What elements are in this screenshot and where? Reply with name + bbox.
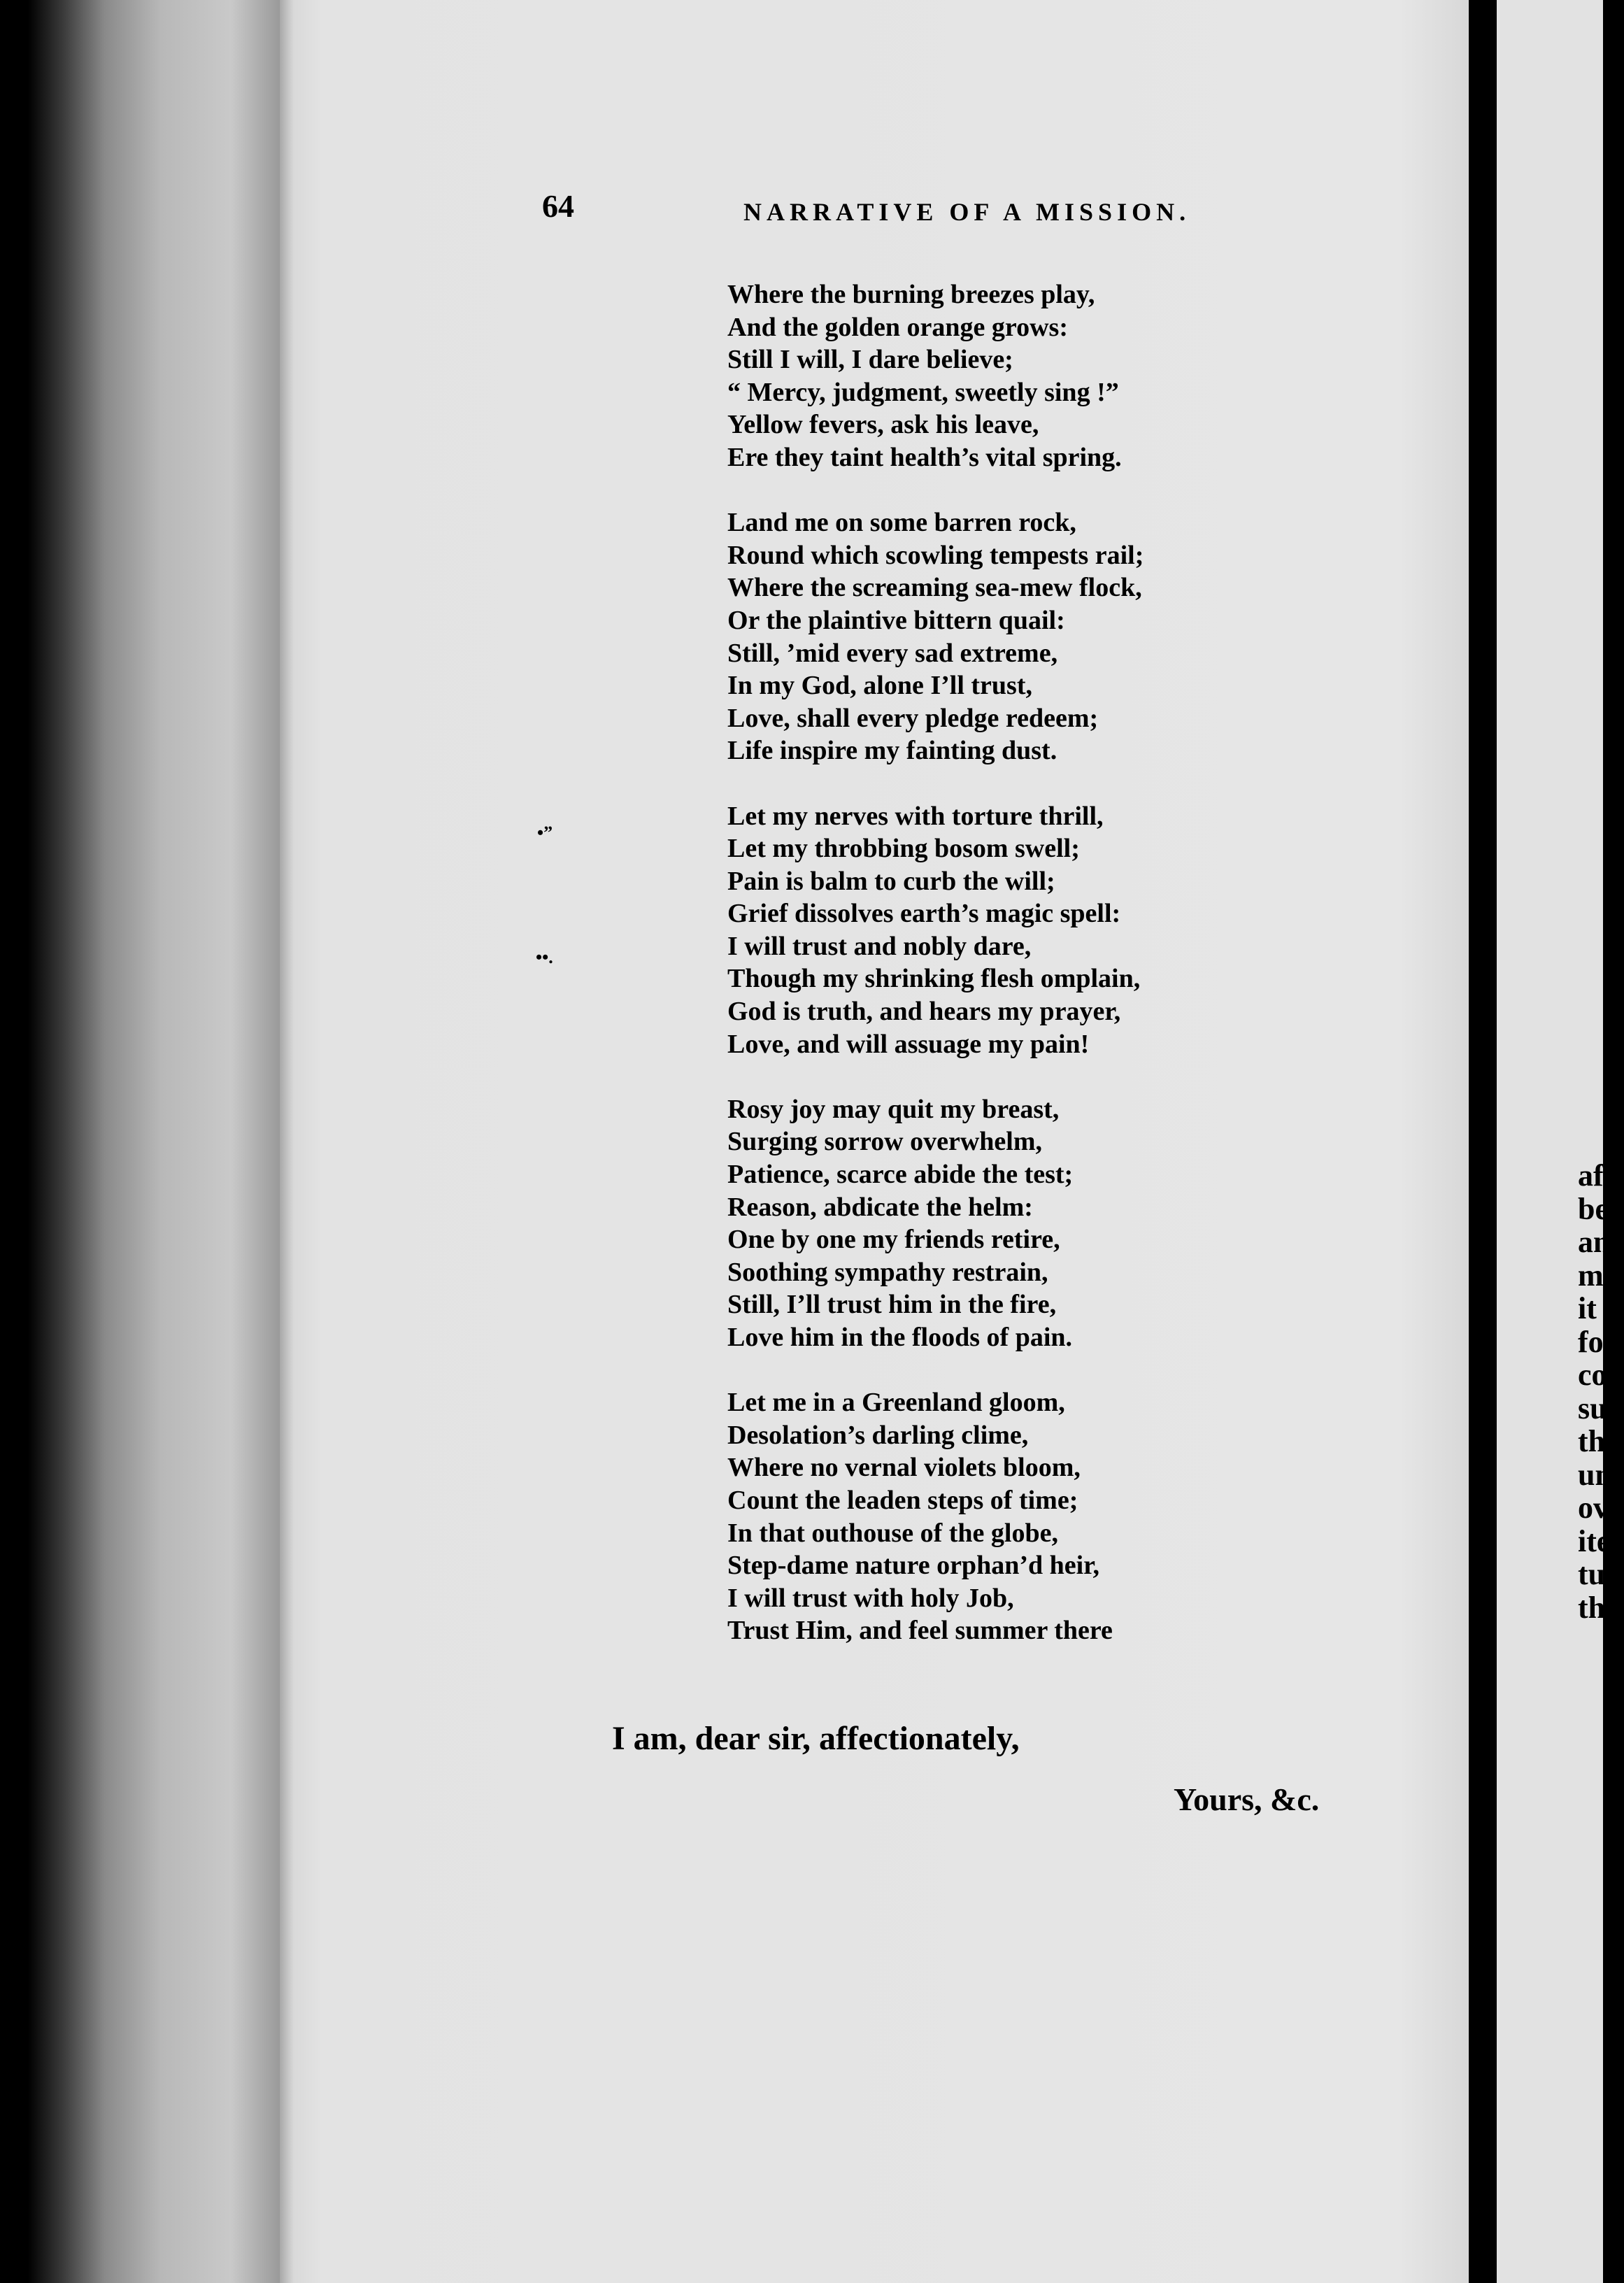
poem-line: In my God, alone I’ll trust, — [727, 671, 1032, 701]
page-number: 64 — [542, 188, 574, 224]
poem-line: In that outhouse of the globe, — [727, 1518, 1058, 1548]
margin-mark: ••. — [536, 947, 553, 967]
poem-line: Still I will, I dare believe; — [727, 345, 1013, 375]
page-header — [542, 187, 1276, 243]
facing-page-fragment: an — [1578, 1225, 1611, 1259]
facing-page-fragment: for — [1578, 1324, 1618, 1359]
poem-line: Love, shall every pledge redeem; — [727, 703, 1099, 733]
poem-line: Surging sorrow overwhelm, — [727, 1127, 1042, 1157]
poem-line: Love, and will assuage my pain! — [727, 1029, 1090, 1059]
signoff: Yours, &c. — [1174, 1781, 1320, 1817]
facing-page-fragment: su — [1578, 1391, 1607, 1425]
poem-line: Though my shrinking flesh omplain, — [727, 964, 1141, 994]
facing-page-fragment: the — [1578, 1424, 1619, 1458]
facing-page-fragment: ov — [1578, 1491, 1609, 1525]
poem-line: Reason, abdicate the helm: — [727, 1192, 1033, 1222]
poem-line: And the golden orange grows: — [727, 312, 1068, 342]
poem-line: I will trust with holy Job, — [727, 1583, 1014, 1613]
poem-line: “ Mercy, judgment, sweetly sing !” — [727, 377, 1119, 407]
running-head: NARRATIVE OF A MISSION. — [743, 198, 1191, 226]
poem-line: Land me on some barren rock, — [727, 508, 1076, 538]
facing-page-fragment: un — [1578, 1457, 1612, 1492]
poem-line: Let me in a Greenland gloom, — [727, 1388, 1065, 1418]
poem-line: Patience, scarce abide the test; — [727, 1160, 1074, 1190]
stanza — [727, 1386, 1399, 1647]
poem-line: Count the leaden steps of time; — [727, 1485, 1078, 1515]
poem-line: Soothing sympathy restrain, — [727, 1257, 1048, 1287]
poem-line: One by one my friends retire, — [727, 1225, 1060, 1255]
poem-line: Desolation’s darling clime, — [727, 1420, 1029, 1450]
facing-page-fragment: be — [1578, 1191, 1609, 1226]
poem-line: Rosy joy may quit my breast, — [727, 1094, 1060, 1124]
poem-line: Round which scowling tempests rail; — [727, 540, 1144, 570]
poem-line: Or the plaintive bittern quail: — [727, 605, 1065, 635]
facing-page-fragment: iter — [1578, 1523, 1624, 1558]
poem-line: Still, ’mid every sad extreme, — [727, 638, 1058, 668]
facing-page-fragment: af — [1578, 1158, 1604, 1193]
poem-line: Trust Him, and feel summer there — [727, 1616, 1113, 1646]
poem-line: Where the burning breezes play, — [727, 280, 1095, 309]
stanza — [727, 800, 1399, 1061]
poem-line: Let my nerves with torture thrill, — [727, 801, 1104, 831]
stanza — [727, 506, 1399, 767]
facing-page-fragment: m — [1578, 1258, 1604, 1293]
poem-line: Where no vernal violets bloom, — [727, 1453, 1081, 1483]
poem — [727, 278, 1399, 1680]
stanza — [727, 1093, 1399, 1354]
poem-line: Grief dissolves earth’s magic spell: — [727, 899, 1121, 929]
poem-line: God is truth, and hears my prayer, — [727, 997, 1121, 1027]
poem-line: Where the screaming sea-mew flock, — [727, 573, 1142, 603]
facing-page-fragment: the — [1578, 1590, 1619, 1625]
facing-page-fragment: tud — [1578, 1557, 1623, 1591]
poem-line: Still, I’ll trust him in the fire, — [727, 1290, 1057, 1320]
facing-page — [1497, 0, 1603, 2283]
facing-page-fragment: it — [1578, 1291, 1597, 1325]
poem-line: Life inspire my fainting dust. — [727, 736, 1057, 766]
book-page-edges — [0, 0, 280, 2283]
facing-page-fragment: co — [1578, 1358, 1607, 1392]
poem-line: Let my throbbing bosom swell; — [727, 834, 1080, 864]
poem-line: Step-dame nature orphan’d heir, — [727, 1551, 1100, 1581]
poem-line: Yellow fevers, ask his leave, — [727, 410, 1039, 440]
book-gutter — [1469, 0, 1497, 2283]
closing-line: I am, dear sir, affectionately, — [612, 1720, 1020, 1757]
poem-line: I will trust and nobly dare, — [727, 931, 1032, 961]
margin-mark: •” — [537, 823, 553, 843]
stanza — [727, 278, 1399, 474]
poem-line: Love him in the floods of pain. — [727, 1323, 1073, 1352]
poem-line: Pain is balm to curb the will; — [727, 866, 1055, 896]
poem-line: Ere they taint health’s vital spring. — [727, 442, 1122, 472]
